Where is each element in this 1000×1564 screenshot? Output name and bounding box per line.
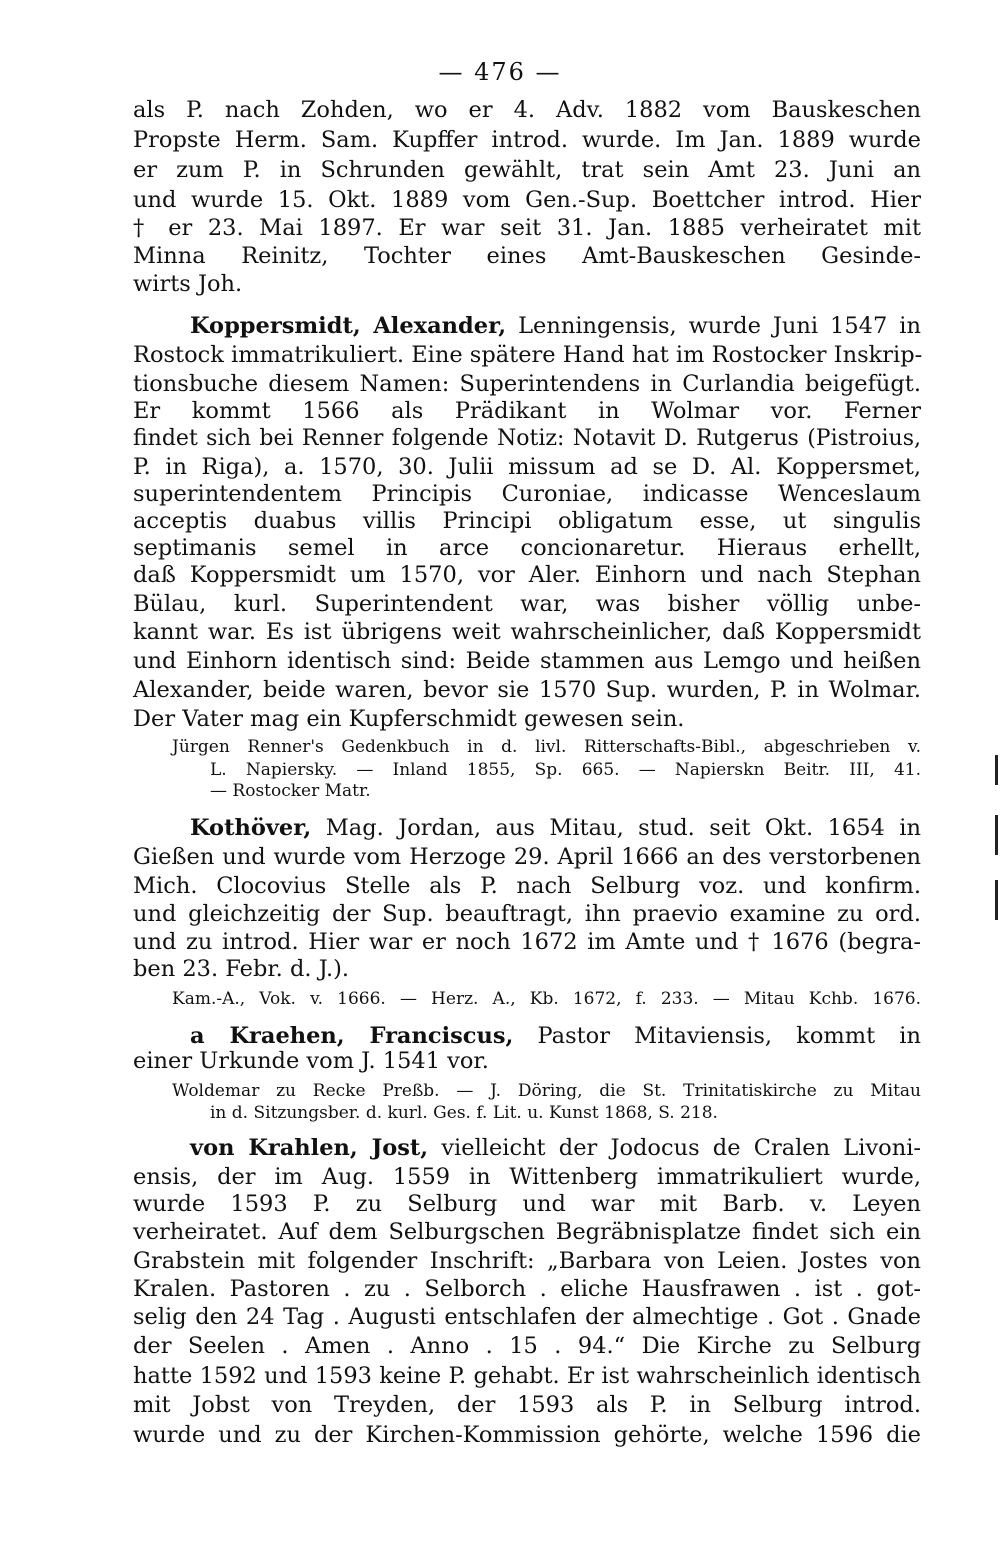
source-line: Kam.-A., Vok. v. 1666. — Herz. A., Kb. 1672, f. 233. — Mitau Kchb. 1676. <box>172 989 921 1009</box>
text-line: ben 23. Febr. d. J.). <box>133 956 350 982</box>
text-line: selig den 24 Tag . Augusti entschlafen der almechtige . Got . Gnade <box>133 1304 921 1330</box>
text-line: wurde und zu der Kirchen-Kommission gehörte, welche 1596 die <box>133 1422 921 1448</box>
text-line: superintendentem Principis Curoniae, indicasse Wenceslaum <box>133 481 921 507</box>
text-line: Mag. Jordan, aus Mitau, stud. seit Okt. 1654 in <box>325 815 921 841</box>
text-line: vielleicht der Jodocus de Cralen Livoni- <box>441 1135 921 1161</box>
text-line: Pastor Mitaviensis, kommt in <box>537 1023 921 1049</box>
source-line: Jürgen Renner's Gedenkbuch in d. livl. Ritterschafts-Bibl., abgeschrieben v. <box>172 737 921 757</box>
text-line: septimanis semel in arce concionaretur. Hieraus erhellt, <box>133 535 921 561</box>
text-line: ensis, der im Aug. 1559 in Wittenberg immatrikuliert wurde, <box>133 1164 921 1190</box>
text-line: mit Jobst von Treyden, der 1593 als P. in Selburg introd. <box>133 1392 921 1418</box>
source-line: — Rostocker Matr. <box>210 781 371 801</box>
text-line: der Seelen . Amen . Anno . 15 . 94.“ Die Kirche zu Selburg <box>133 1333 921 1359</box>
text-line: als P. nach Zohden, wo er 4. Adv. 1882 vom Bauskeschen <box>133 97 921 123</box>
text-line: hatte 1592 und 1593 keine P. gehabt. Er ist wahrscheinlich identisch <box>133 1363 921 1389</box>
text-line: und wurde 15. Okt. 1889 vom Gen.-Sup. Boettcher introd. Hier <box>133 187 921 213</box>
scan-edge-mark <box>995 880 998 920</box>
entry-first-line <box>190 311 921 341</box>
text-line: tionsbuche diesem Namen: Superintendens in Curlandia beigefügt. <box>133 371 921 397</box>
scan-edge-mark <box>995 815 998 855</box>
source-line: Woldemar zu Recke Preßb. — J. Döring, die St. Trinitatiskirche zu Mitau <box>172 1081 921 1101</box>
entry-heading-koppersmidt: Koppersmidt, Alexander, <box>190 313 507 339</box>
source-line: L. Napiersky. — Inland 1855, Sp. 665. — Napierskn Beitr. III, 41. <box>210 760 921 780</box>
text-line: wurde 1593 P. zu Selburg und war mit Barb. v. Leyen <box>133 1191 921 1217</box>
text-line: daß Koppersmidt um 1570, vor Aler. Einhorn und nach Stephan <box>133 562 921 588</box>
entry-heading-kraehen: a Kraehen, Franciscus, <box>190 1023 514 1049</box>
text-line: verheiratet. Auf dem Selburgschen Begräbnisplatze findet sich ein <box>133 1219 921 1245</box>
entry-first-line <box>190 813 921 843</box>
text-line: Er kommt 1566 als Prädikant in Wolmar vor. Ferner <box>133 398 921 424</box>
text-line: und Einhorn identisch sind: Beide stammen aus Lemgo und heißen <box>133 648 921 674</box>
scan-edge-mark <box>995 755 998 785</box>
entry-heading-krahlen: von Krahlen, Jost, <box>190 1135 429 1161</box>
text-line: Lenningensis, wurde Juni 1547 in <box>518 313 921 339</box>
text-line: kannt war. Es ist übrigens weit wahrscheinlicher, daß Koppersmidt <box>133 619 921 645</box>
text-line: er zum P. in Schrunden gewählt, trat sein Amt 23. Juni an <box>133 157 921 183</box>
entry-first-line <box>190 1133 921 1163</box>
text-line: Propste Herm. Sam. Kupffer introd. wurde. Im Jan. 1889 wurde <box>133 127 921 153</box>
text-line: Gießen und wurde vom Herzoge 29. April 1666 an des verstorbenen <box>133 844 921 870</box>
source-line: in d. Sitzungsber. d. kurl. Ges. f. Lit. u. Kunst 1868, S. 218. <box>210 1103 718 1123</box>
text-line: Grabstein mit folgender Inschrift: „Barbara von Leien. Jostes von <box>133 1248 921 1274</box>
text-line: Kralen. Pastoren . zu . Selborch . eliche Hausfrawen . ist . got- <box>133 1276 921 1302</box>
page-number: — 476 — <box>438 58 562 86</box>
entry-heading-kothoever: Kothöver, <box>190 815 312 841</box>
text-line: † er 23. Mai 1897. Er war seit 31. Jan. 1885 verheiratet mit <box>133 215 921 241</box>
text-line: und gleichzeitig der Sup. beauftragt, ihn praevio examine zu ord. <box>133 901 921 927</box>
text-line: und zu introd. Hier war er noch 1672 im Amte und † 1676 (begra- <box>133 929 921 955</box>
text-line: Der Vater mag ein Kupferschmidt gewesen sein. <box>133 706 685 732</box>
text-line: Minna Reinitz, Tochter eines Amt-Bauskeschen Gesinde- <box>133 243 921 269</box>
text-line: acceptis duabus villis Principi obligatum esse, ut singulis <box>133 508 921 534</box>
text-line: Rostock immatrikuliert. Eine spätere Hand hat im Rostocker Inskrip- <box>133 342 923 368</box>
text-line: wirts Joh. <box>133 271 243 297</box>
text-line: findet sich bei Renner folgende Notiz: Notavit D. Rutgerus (Pistroius, <box>133 426 921 451</box>
text-line: Alexander, beide waren, bevor sie 1570 Sup. wurden, P. in Wolmar. <box>133 677 921 703</box>
text-line: Bülau, kurl. Superintendent war, was bisher völlig unbe- <box>133 591 921 617</box>
text-line: Mich. Clocovius Stelle als P. nach Selburg voz. und konfirm. <box>133 873 921 899</box>
text-line: einer Urkunde vom J. 1541 vor. <box>133 1048 489 1074</box>
text-line: P. in Riga), a. 1570, 30. Julii missum ad se D. Al. Koppersmet, <box>133 454 921 480</box>
